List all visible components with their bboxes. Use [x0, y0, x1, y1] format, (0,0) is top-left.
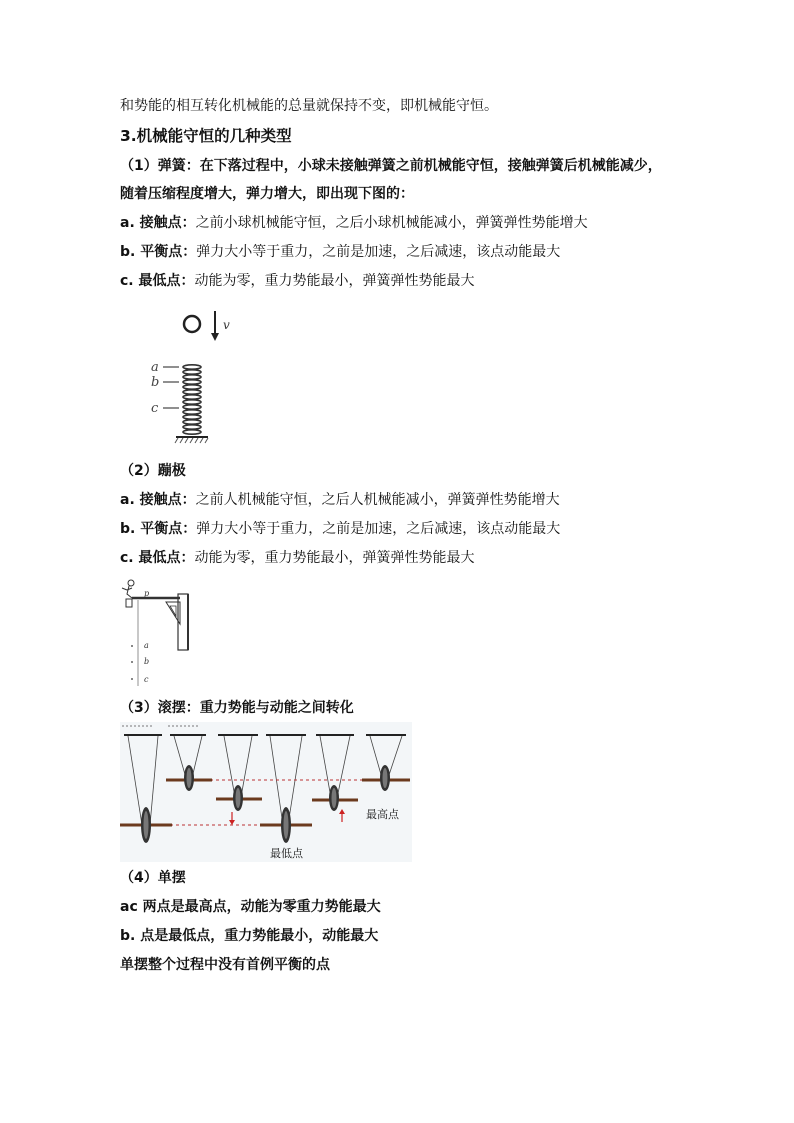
item-label: a. 接触点： — [120, 215, 196, 231]
item-text: 动能为零，重力势能最小，弹簧弹性势能最大 — [194, 550, 475, 566]
spring-heading-line2: 随着压缩程度增大，弹力增大，即出现下图的： — [120, 186, 414, 202]
section-heading: 3.机械能守恒的几种类型 — [120, 127, 292, 145]
bungee-item-b — [120, 519, 560, 539]
spring-item-b — [120, 242, 560, 262]
item-text: 弹力大小等于重力，之前是加速，之后减速，该点动能最大 — [196, 521, 561, 537]
label-b: b — [151, 375, 160, 390]
spring-heading-line1: （1）弹簧：在下落过程中，小球未接触弹簧之前机械能守恒，接触弹簧后机械能减少， — [120, 158, 662, 174]
label-lowest-point: 最低点 — [270, 847, 303, 860]
label-a: a — [151, 360, 159, 375]
label-b: b — [144, 657, 150, 666]
bungee-item-c — [120, 548, 475, 568]
item-label: b. 平衡点： — [120, 521, 197, 537]
label-c: c — [151, 401, 159, 416]
item-label: c. 最低点： — [120, 273, 195, 289]
jumper-icon — [122, 586, 132, 598]
ball-icon — [184, 316, 200, 332]
item-text: 之前小球机械能守恒，之后小球机械能减小，弹簧弹性势能增大 — [195, 215, 588, 231]
item-text: 之前人机械能守恒，之后人机械能减小，弹簧弹性势能增大 — [195, 492, 560, 508]
arrow-down-icon — [211, 333, 219, 341]
maxwell-wheel-figure — [120, 722, 412, 862]
pendulum-heading: （4）单摆 — [120, 870, 186, 886]
bungee-figure — [118, 576, 208, 688]
label-p: p — [144, 589, 150, 598]
maxwell-heading: （3）滚摆：重力势能与动能之间转化 — [120, 700, 354, 716]
intro-line: 和势能的相互转化机械能的总量就保持不变，即机械能守恒。 — [120, 98, 498, 114]
pendulum-line-2: b. 点是最低点，重力势能最小，动能最大 — [120, 928, 379, 944]
pendulum-line-3: 单摆整个过程中没有首例平衡的点 — [120, 957, 330, 973]
bungee-heading: （2）蹦极 — [120, 463, 186, 479]
label-highest-point: 最高点 — [366, 808, 399, 821]
spring-item-a — [120, 213, 588, 233]
bungee-item-a — [120, 490, 560, 510]
label-v: v — [223, 318, 230, 332]
item-text: 动能为零，重力势能最小，弹簧弹性势能最大 — [194, 273, 475, 289]
spring-coil — [183, 365, 201, 434]
item-label: a. 接触点： — [120, 492, 196, 508]
item-label: b. 平衡点： — [120, 244, 197, 260]
item-text: 弹力大小等于重力，之前是加速，之后减速，该点动能最大 — [196, 244, 561, 260]
jumper-head-icon — [128, 580, 134, 586]
item-label: c. 最低点： — [120, 550, 195, 566]
pendulum-line-1: ac 两点是最高点，动能为零重力势能最大 — [120, 899, 381, 915]
spring-figure — [140, 305, 250, 450]
label-c: c — [144, 675, 149, 684]
label-a: a — [144, 641, 149, 650]
spring-item-c — [120, 271, 475, 291]
